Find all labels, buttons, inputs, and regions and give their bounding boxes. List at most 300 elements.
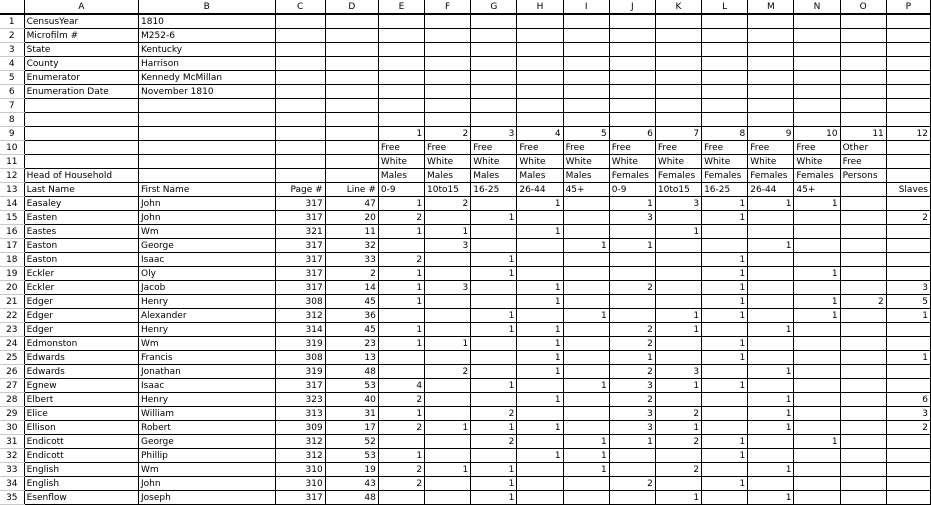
cell-f6[interactable]: [425, 85, 471, 99]
cell-n6[interactable]: [794, 85, 840, 99]
cell-d20[interactable]: 14: [325, 281, 378, 295]
cell-d29[interactable]: 31: [325, 407, 378, 421]
select-all-corner[interactable]: [0, 0, 24, 14]
cell-i27[interactable]: 1: [563, 379, 609, 393]
cell-j15[interactable]: 3: [609, 211, 655, 225]
cell-p31[interactable]: [886, 435, 930, 449]
cell-n25[interactable]: [794, 351, 840, 365]
cell-d2[interactable]: [325, 29, 378, 43]
cell-g34[interactable]: 1: [471, 477, 517, 491]
row-number[interactable]: 26: [0, 365, 24, 379]
cell-l18[interactable]: 1: [702, 253, 748, 267]
cell-j18[interactable]: [609, 253, 655, 267]
cell-c32[interactable]: 312: [275, 449, 325, 463]
cell-h22[interactable]: [517, 309, 563, 323]
cell-m11[interactable]: White: [748, 155, 794, 169]
cell-b27[interactable]: Isaac: [139, 379, 276, 393]
cell-e3[interactable]: [378, 43, 424, 57]
cell-l9[interactable]: 8: [702, 127, 748, 141]
cell-d33[interactable]: 19: [325, 463, 378, 477]
row-number[interactable]: 4: [0, 57, 24, 71]
cell-g28[interactable]: [471, 393, 517, 407]
cell-i2[interactable]: [563, 29, 609, 43]
cell-b16[interactable]: Wm: [139, 225, 276, 239]
cell-e10[interactable]: Free: [378, 141, 424, 155]
cell-c35[interactable]: 317: [275, 491, 325, 505]
cell-n18[interactable]: [794, 253, 840, 267]
cell-c30[interactable]: 309: [275, 421, 325, 435]
cell-o7[interactable]: [840, 99, 886, 113]
column-header-a[interactable]: A: [24, 0, 138, 14]
column-header-g[interactable]: G: [471, 0, 517, 14]
cell-f10[interactable]: Free: [425, 141, 471, 155]
cell-f13[interactable]: 10to15: [425, 183, 471, 197]
cell-c9[interactable]: [275, 127, 325, 141]
cell-d11[interactable]: [325, 155, 378, 169]
cell-h26[interactable]: 1: [517, 365, 563, 379]
cell-d7[interactable]: [325, 99, 378, 113]
cell-f19[interactable]: [425, 267, 471, 281]
cell-n20[interactable]: [794, 281, 840, 295]
cell-f29[interactable]: [425, 407, 471, 421]
cell-b7[interactable]: [139, 99, 276, 113]
cell-h30[interactable]: 1: [517, 421, 563, 435]
cell-p7[interactable]: [886, 99, 930, 113]
cell-c23[interactable]: 314: [275, 323, 325, 337]
row-number[interactable]: 13: [0, 183, 24, 197]
cell-i26[interactable]: [563, 365, 609, 379]
cell-a29[interactable]: Elice: [24, 407, 138, 421]
cell-e14[interactable]: 1: [378, 197, 424, 211]
cell-e19[interactable]: 1: [378, 267, 424, 281]
cell-n35[interactable]: [794, 491, 840, 505]
cell-o12[interactable]: Persons: [840, 169, 886, 183]
cell-p29[interactable]: 3: [886, 407, 930, 421]
cell-e5[interactable]: [378, 71, 424, 85]
cell-e6[interactable]: [378, 85, 424, 99]
cell-j34[interactable]: 2: [609, 477, 655, 491]
cell-o22[interactable]: [840, 309, 886, 323]
cell-a33[interactable]: English: [24, 463, 138, 477]
cell-c19[interactable]: 317: [275, 267, 325, 281]
cell-l12[interactable]: Females: [702, 169, 748, 183]
cell-i31[interactable]: 1: [563, 435, 609, 449]
cell-n15[interactable]: [794, 211, 840, 225]
cell-f8[interactable]: [425, 113, 471, 127]
cell-p14[interactable]: [886, 197, 930, 211]
cell-m31[interactable]: [748, 435, 794, 449]
cell-l2[interactable]: [702, 29, 748, 43]
cell-p22[interactable]: 1: [886, 309, 930, 323]
cell-e12[interactable]: Males: [378, 169, 424, 183]
row-number[interactable]: 33: [0, 463, 24, 477]
cell-b13[interactable]: First Name: [139, 183, 276, 197]
cell-k3[interactable]: [655, 43, 701, 57]
cell-n5[interactable]: [794, 71, 840, 85]
cell-m20[interactable]: [748, 281, 794, 295]
cell-n27[interactable]: [794, 379, 840, 393]
cell-e29[interactable]: 1: [378, 407, 424, 421]
cell-h18[interactable]: [517, 253, 563, 267]
cell-n26[interactable]: [794, 365, 840, 379]
cell-p5[interactable]: [886, 71, 930, 85]
cell-g33[interactable]: 1: [471, 463, 517, 477]
cell-l10[interactable]: Free: [702, 141, 748, 155]
cell-n31[interactable]: 1: [794, 435, 840, 449]
cell-p6[interactable]: [886, 85, 930, 99]
cell-d27[interactable]: 53: [325, 379, 378, 393]
cell-k14[interactable]: 3: [655, 197, 701, 211]
cell-n9[interactable]: 10: [794, 127, 840, 141]
cell-g7[interactable]: [471, 99, 517, 113]
cell-m35[interactable]: 1: [748, 491, 794, 505]
cell-f33[interactable]: 1: [425, 463, 471, 477]
cell-i23[interactable]: [563, 323, 609, 337]
cell-p2[interactable]: [886, 29, 930, 43]
cell-c24[interactable]: 319: [275, 337, 325, 351]
cell-o15[interactable]: [840, 211, 886, 225]
cell-b31[interactable]: George: [139, 435, 276, 449]
cell-c26[interactable]: 319: [275, 365, 325, 379]
cell-j26[interactable]: 2: [609, 365, 655, 379]
cell-l22[interactable]: 1: [702, 309, 748, 323]
cell-n14[interactable]: 1: [794, 197, 840, 211]
cell-n30[interactable]: [794, 421, 840, 435]
cell-m29[interactable]: 1: [748, 407, 794, 421]
cell-g2[interactable]: [471, 29, 517, 43]
row-number[interactable]: 14: [0, 197, 24, 211]
cell-a12[interactable]: Head of Household: [24, 169, 138, 183]
cell-m21[interactable]: [748, 295, 794, 309]
row-number[interactable]: 24: [0, 337, 24, 351]
cell-c21[interactable]: 308: [275, 295, 325, 309]
cell-d13[interactable]: Line #: [325, 183, 378, 197]
cell-l31[interactable]: 1: [702, 435, 748, 449]
row-number[interactable]: 31: [0, 435, 24, 449]
cell-p13[interactable]: Slaves: [886, 183, 930, 197]
cell-m13[interactable]: 26-44: [748, 183, 794, 197]
cell-h28[interactable]: 1: [517, 393, 563, 407]
cell-g27[interactable]: 1: [471, 379, 517, 393]
cell-k7[interactable]: [655, 99, 701, 113]
cell-p26[interactable]: [886, 365, 930, 379]
cell-d17[interactable]: 32: [325, 239, 378, 253]
cell-a28[interactable]: Elbert: [24, 393, 138, 407]
cell-c12[interactable]: [275, 169, 325, 183]
cell-f15[interactable]: [425, 211, 471, 225]
cell-k22[interactable]: 1: [655, 309, 701, 323]
cell-l14[interactable]: 1: [702, 197, 748, 211]
cell-k20[interactable]: [655, 281, 701, 295]
cell-h23[interactable]: 1: [517, 323, 563, 337]
cell-e31[interactable]: [378, 435, 424, 449]
cell-a5[interactable]: Enumerator: [24, 71, 138, 85]
cell-m19[interactable]: [748, 267, 794, 281]
cell-k12[interactable]: Females: [655, 169, 701, 183]
cell-l25[interactable]: 1: [702, 351, 748, 365]
cell-m32[interactable]: [748, 449, 794, 463]
cell-b21[interactable]: Henry: [139, 295, 276, 309]
cell-b32[interactable]: Phillip: [139, 449, 276, 463]
row-number[interactable]: 2: [0, 29, 24, 43]
cell-l28[interactable]: [702, 393, 748, 407]
cell-i21[interactable]: [563, 295, 609, 309]
cell-g22[interactable]: 1: [471, 309, 517, 323]
cell-k27[interactable]: 1: [655, 379, 701, 393]
cell-f9[interactable]: 2: [425, 127, 471, 141]
cell-f17[interactable]: 3: [425, 239, 471, 253]
cell-o27[interactable]: [840, 379, 886, 393]
cell-k4[interactable]: [655, 57, 701, 71]
cell-o31[interactable]: [840, 435, 886, 449]
cell-c4[interactable]: [275, 57, 325, 71]
cell-m4[interactable]: [748, 57, 794, 71]
cell-f7[interactable]: [425, 99, 471, 113]
cell-d19[interactable]: 2: [325, 267, 378, 281]
cell-j27[interactable]: 3: [609, 379, 655, 393]
cell-j13[interactable]: 0-9: [609, 183, 655, 197]
cell-l17[interactable]: [702, 239, 748, 253]
cell-o26[interactable]: [840, 365, 886, 379]
cell-g35[interactable]: 1: [471, 491, 517, 505]
cell-h8[interactable]: [517, 113, 563, 127]
cell-e15[interactable]: 2: [378, 211, 424, 225]
cell-f32[interactable]: [425, 449, 471, 463]
cell-g15[interactable]: 1: [471, 211, 517, 225]
cell-i33[interactable]: 1: [563, 463, 609, 477]
cell-m9[interactable]: 9: [748, 127, 794, 141]
cell-h2[interactable]: [517, 29, 563, 43]
cell-k1[interactable]: [655, 14, 701, 29]
cell-l30[interactable]: [702, 421, 748, 435]
cell-k35[interactable]: 1: [655, 491, 701, 505]
cell-d28[interactable]: 40: [325, 393, 378, 407]
cell-i11[interactable]: White: [563, 155, 609, 169]
cell-f20[interactable]: 3: [425, 281, 471, 295]
cell-h17[interactable]: [517, 239, 563, 253]
cell-n2[interactable]: [794, 29, 840, 43]
cell-k26[interactable]: 3: [655, 365, 701, 379]
cell-e23[interactable]: 1: [378, 323, 424, 337]
cell-d14[interactable]: 47: [325, 197, 378, 211]
column-header-h[interactable]: H: [517, 0, 563, 14]
cell-m17[interactable]: 1: [748, 239, 794, 253]
cell-a35[interactable]: Esenflow: [24, 491, 138, 505]
cell-d31[interactable]: 52: [325, 435, 378, 449]
cell-l34[interactable]: 1: [702, 477, 748, 491]
cell-e30[interactable]: 2: [378, 421, 424, 435]
cell-m27[interactable]: [748, 379, 794, 393]
cell-p3[interactable]: [886, 43, 930, 57]
cell-i35[interactable]: [563, 491, 609, 505]
cell-j24[interactable]: 2: [609, 337, 655, 351]
cell-i14[interactable]: [563, 197, 609, 211]
cell-c3[interactable]: [275, 43, 325, 57]
cell-d34[interactable]: 43: [325, 477, 378, 491]
cell-e35[interactable]: [378, 491, 424, 505]
column-header-b[interactable]: B: [139, 0, 276, 14]
cell-i12[interactable]: Males: [563, 169, 609, 183]
cell-o19[interactable]: [840, 267, 886, 281]
cell-i4[interactable]: [563, 57, 609, 71]
cell-b25[interactable]: Francis: [139, 351, 276, 365]
cell-a13[interactable]: Last Name: [24, 183, 138, 197]
column-header-i[interactable]: I: [563, 0, 609, 14]
cell-k31[interactable]: 2: [655, 435, 701, 449]
cell-g11[interactable]: White: [471, 155, 517, 169]
cell-g20[interactable]: [471, 281, 517, 295]
cell-g3[interactable]: [471, 43, 517, 57]
cell-a30[interactable]: Ellison: [24, 421, 138, 435]
cell-j10[interactable]: Free: [609, 141, 655, 155]
cell-e16[interactable]: 1: [378, 225, 424, 239]
cell-k32[interactable]: [655, 449, 701, 463]
cell-l19[interactable]: 1: [702, 267, 748, 281]
cell-o13[interactable]: [840, 183, 886, 197]
cell-i22[interactable]: 1: [563, 309, 609, 323]
cell-k8[interactable]: [655, 113, 701, 127]
cell-o3[interactable]: [840, 43, 886, 57]
cell-n33[interactable]: [794, 463, 840, 477]
cell-g13[interactable]: 16-25: [471, 183, 517, 197]
cell-n13[interactable]: 45+: [794, 183, 840, 197]
cell-m24[interactable]: [748, 337, 794, 351]
cell-e18[interactable]: 2: [378, 253, 424, 267]
cell-p16[interactable]: [886, 225, 930, 239]
cell-l20[interactable]: 1: [702, 281, 748, 295]
cell-p12[interactable]: [886, 169, 930, 183]
cell-j30[interactable]: 3: [609, 421, 655, 435]
cell-e24[interactable]: 1: [378, 337, 424, 351]
cell-h11[interactable]: White: [517, 155, 563, 169]
cell-f5[interactable]: [425, 71, 471, 85]
cell-o6[interactable]: [840, 85, 886, 99]
cell-j23[interactable]: 2: [609, 323, 655, 337]
cell-p30[interactable]: 2: [886, 421, 930, 435]
cell-j29[interactable]: 3: [609, 407, 655, 421]
cell-f18[interactable]: [425, 253, 471, 267]
cell-e11[interactable]: White: [378, 155, 424, 169]
cell-d24[interactable]: 23: [325, 337, 378, 351]
cell-b12[interactable]: [139, 169, 276, 183]
row-number[interactable]: 1: [0, 14, 24, 29]
cell-j19[interactable]: [609, 267, 655, 281]
cell-k2[interactable]: [655, 29, 701, 43]
cell-d10[interactable]: [325, 141, 378, 155]
cell-a18[interactable]: Easton: [24, 253, 138, 267]
cell-k18[interactable]: [655, 253, 701, 267]
cell-b29[interactable]: William: [139, 407, 276, 421]
cell-g31[interactable]: 2: [471, 435, 517, 449]
cell-c34[interactable]: 310: [275, 477, 325, 491]
cell-l8[interactable]: [702, 113, 748, 127]
cell-g30[interactable]: 1: [471, 421, 517, 435]
cell-b11[interactable]: [139, 155, 276, 169]
cell-i13[interactable]: 45+: [563, 183, 609, 197]
cell-l26[interactable]: [702, 365, 748, 379]
row-number[interactable]: 8: [0, 113, 24, 127]
cell-d8[interactable]: [325, 113, 378, 127]
cell-e21[interactable]: 1: [378, 295, 424, 309]
cell-p17[interactable]: [886, 239, 930, 253]
cell-p8[interactable]: [886, 113, 930, 127]
cell-j2[interactable]: [609, 29, 655, 43]
cell-n16[interactable]: [794, 225, 840, 239]
cell-m23[interactable]: 1: [748, 323, 794, 337]
cell-p27[interactable]: [886, 379, 930, 393]
cell-m2[interactable]: [748, 29, 794, 43]
cell-p15[interactable]: 2: [886, 211, 930, 225]
row-number[interactable]: 10: [0, 141, 24, 155]
cell-o32[interactable]: [840, 449, 886, 463]
cell-f27[interactable]: [425, 379, 471, 393]
cell-b20[interactable]: Jacob: [139, 281, 276, 295]
cell-b15[interactable]: John: [139, 211, 276, 225]
cell-o24[interactable]: [840, 337, 886, 351]
cell-b23[interactable]: Henry: [139, 323, 276, 337]
cell-l3[interactable]: [702, 43, 748, 57]
row-number[interactable]: 7: [0, 99, 24, 113]
cell-i25[interactable]: [563, 351, 609, 365]
cell-c31[interactable]: 312: [275, 435, 325, 449]
cell-j28[interactable]: 2: [609, 393, 655, 407]
cell-i29[interactable]: [563, 407, 609, 421]
cell-m33[interactable]: 1: [748, 463, 794, 477]
cell-l35[interactable]: [702, 491, 748, 505]
column-header-o[interactable]: O: [840, 0, 886, 14]
cell-a25[interactable]: Edwards: [24, 351, 138, 365]
row-number[interactable]: 3: [0, 43, 24, 57]
cell-e2[interactable]: [378, 29, 424, 43]
cell-m8[interactable]: [748, 113, 794, 127]
cell-g29[interactable]: 2: [471, 407, 517, 421]
cell-h25[interactable]: 1: [517, 351, 563, 365]
cell-d23[interactable]: 45: [325, 323, 378, 337]
cell-k21[interactable]: [655, 295, 701, 309]
cell-e28[interactable]: 2: [378, 393, 424, 407]
cell-n24[interactable]: [794, 337, 840, 351]
cell-b9[interactable]: [139, 127, 276, 141]
cell-m14[interactable]: 1: [748, 197, 794, 211]
cell-l11[interactable]: White: [702, 155, 748, 169]
cell-j8[interactable]: [609, 113, 655, 127]
cell-a24[interactable]: Edmonston: [24, 337, 138, 351]
cell-g6[interactable]: [471, 85, 517, 99]
cell-g8[interactable]: [471, 113, 517, 127]
cell-a15[interactable]: Easten: [24, 211, 138, 225]
cell-h7[interactable]: [517, 99, 563, 113]
cell-g18[interactable]: 1: [471, 253, 517, 267]
cell-e4[interactable]: [378, 57, 424, 71]
cell-c22[interactable]: 312: [275, 309, 325, 323]
cell-m12[interactable]: Females: [748, 169, 794, 183]
cell-n21[interactable]: 1: [794, 295, 840, 309]
cell-k13[interactable]: 10to15: [655, 183, 701, 197]
cell-e32[interactable]: 1: [378, 449, 424, 463]
cell-a3[interactable]: State: [24, 43, 138, 57]
cell-c15[interactable]: 317: [275, 211, 325, 225]
cell-j25[interactable]: 1: [609, 351, 655, 365]
cell-o11[interactable]: Free: [840, 155, 886, 169]
cell-l6[interactable]: [702, 85, 748, 99]
cell-h19[interactable]: [517, 267, 563, 281]
cell-b6[interactable]: November 1810: [139, 85, 276, 99]
cell-a7[interactable]: [24, 99, 138, 113]
cell-n22[interactable]: 1: [794, 309, 840, 323]
cell-c6[interactable]: [275, 85, 325, 99]
cell-c25[interactable]: 308: [275, 351, 325, 365]
cell-j31[interactable]: 1: [609, 435, 655, 449]
